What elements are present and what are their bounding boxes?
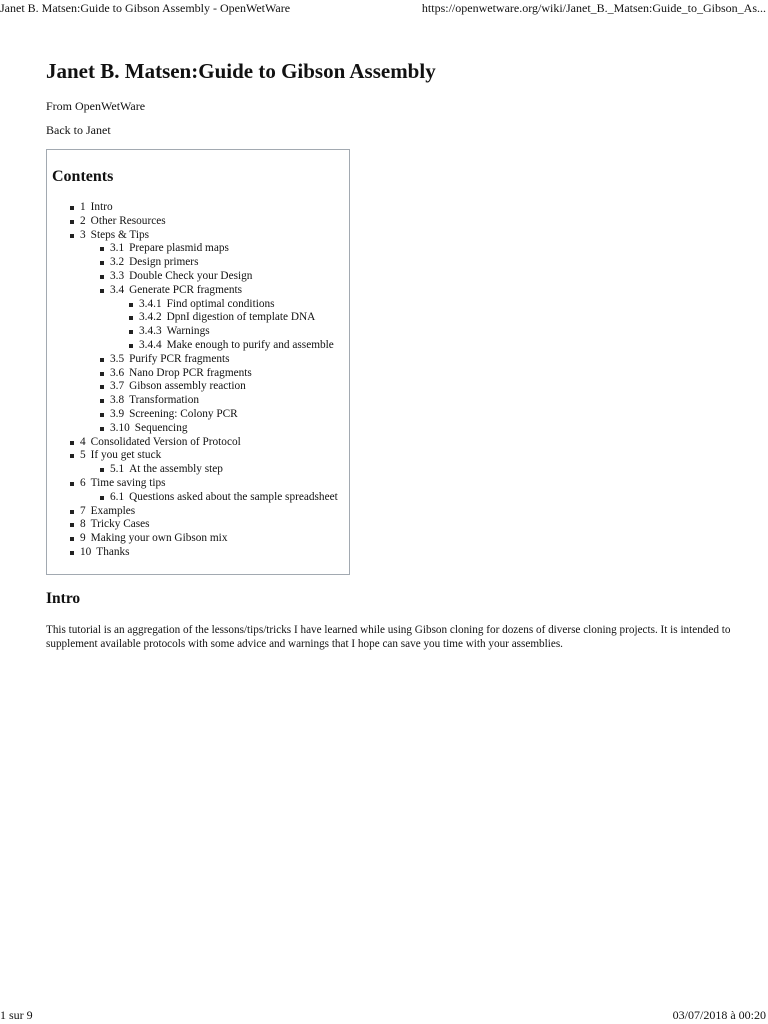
- toc-text: Purify PCR fragments: [129, 352, 230, 365]
- toc-text: If you get stuck: [90, 449, 162, 462]
- toc-number: 3.1: [110, 242, 125, 255]
- toc-text: Other Resources: [90, 214, 166, 227]
- toc-text: Find optimal conditions: [166, 297, 275, 310]
- toc-text: Intro: [90, 201, 113, 213]
- print-header-url: https://openwetware.org/wiki/Janet_B._Matsen:Guide_to_Gibson_As...: [421, 1, 766, 15]
- toc-number: 3.7: [110, 380, 125, 393]
- toc-link[interactable]: [110, 380, 246, 394]
- toc-number: 9: [80, 532, 86, 545]
- toc-number: 3.4.3: [139, 325, 162, 338]
- toc-link[interactable]: [80, 518, 150, 532]
- print-header-title: Janet B. Matsen:Guide to Gibson Assembly - OpenWetWare: [0, 1, 291, 15]
- toc-number: 5.1: [110, 463, 125, 476]
- toc-text: Time saving tips: [90, 476, 166, 489]
- toc-number: 10: [80, 545, 92, 558]
- bullet-icon: [70, 537, 74, 541]
- toc-text: DpnI digestion of template DNA: [166, 311, 316, 324]
- bullet-icon: [100, 275, 104, 279]
- bullet-icon: [70, 234, 74, 238]
- bullet-icon: [100, 468, 104, 472]
- toc-link[interactable]: [139, 298, 275, 312]
- toc-number: 3.2: [110, 256, 125, 269]
- toc-text: Screening: Colony PCR: [129, 407, 238, 420]
- toc-text: Transformation: [129, 394, 199, 407]
- toc-link[interactable]: [80, 229, 149, 243]
- toc-link[interactable]: [110, 242, 229, 256]
- print-footer-datetime: 03/07/2018 à 00:20: [672, 1008, 766, 1022]
- bullet-icon: [100, 399, 104, 403]
- toc-text: Warnings: [166, 325, 210, 338]
- toc-text: At the assembly step: [129, 463, 223, 476]
- bullet-icon: [100, 385, 104, 389]
- toc-number: 3.4.1: [139, 297, 162, 310]
- toc-number: 3.9: [110, 407, 125, 420]
- toc-link[interactable]: [139, 339, 334, 353]
- toc-link[interactable]: [80, 532, 227, 546]
- toc-text: Make enough to purify and assemble: [166, 338, 334, 351]
- toc-title: Contents: [52, 168, 114, 185]
- toc-number: 6.1: [110, 490, 125, 503]
- bullet-icon: [70, 454, 74, 458]
- toc-number: 3: [80, 228, 86, 241]
- toc-link[interactable]: [80, 505, 135, 519]
- toc-link[interactable]: [80, 477, 166, 491]
- toc-text: Making your own Gibson mix: [90, 532, 228, 545]
- from-source-line: From OpenWetWare: [46, 99, 146, 113]
- toc-number: 3.4.4: [139, 338, 162, 351]
- toc-number: 4: [80, 435, 86, 448]
- bullet-icon: [129, 303, 133, 307]
- toc-number: 1: [80, 201, 86, 213]
- toc-number: 3.10: [110, 421, 130, 434]
- toc-link[interactable]: [110, 256, 198, 270]
- toc-link[interactable]: [110, 284, 242, 298]
- toc-link[interactable]: [139, 311, 315, 325]
- bullet-icon: [100, 358, 104, 362]
- toc-number: 3.4.2: [139, 311, 162, 324]
- toc-number: 3.4: [110, 283, 125, 296]
- bullet-icon: [129, 330, 133, 334]
- toc-number: 7: [80, 504, 86, 517]
- toc-text: Sequencing: [134, 421, 188, 434]
- toc-number: 3.8: [110, 394, 125, 407]
- toc-link[interactable]: [110, 491, 338, 505]
- toc-text: Questions asked about the sample spreadsheet: [129, 490, 338, 503]
- intro-heading: Intro: [46, 590, 81, 607]
- bullet-icon: [129, 344, 133, 348]
- bullet-icon: [129, 316, 133, 320]
- toc-text: Steps & Tips: [90, 228, 150, 241]
- toc-number: 8: [80, 518, 86, 531]
- toc-link[interactable]: [80, 201, 113, 215]
- bullet-icon: [70, 551, 74, 555]
- toc-number: 3.6: [110, 366, 125, 379]
- toc-number: 5: [80, 449, 86, 462]
- intro-paragraph: This tutorial is an aggregation of the lessons/tips/tricks I have learned while using Gibson cloning for dozens of diverse cloning projects. It is intended to supplement available protocols with some advice and warnings that I hope can save you time with your assemblies.: [46, 624, 731, 650]
- toc-text: Tricky Cases: [90, 518, 150, 531]
- toc-link[interactable]: [110, 353, 230, 367]
- toc-text: Gibson assembly reaction: [129, 380, 246, 393]
- bullet-icon: [100, 289, 104, 293]
- toc-text: Nano Drop PCR fragments: [129, 366, 252, 379]
- toc-link[interactable]: [80, 215, 166, 229]
- bullet-icon: [70, 206, 74, 210]
- bullet-icon: [70, 523, 74, 527]
- toc-link[interactable]: [80, 546, 130, 560]
- print-footer-page-count: 1 sur 9: [0, 1008, 33, 1022]
- toc-link[interactable]: [110, 394, 199, 408]
- bullet-icon: [100, 427, 104, 431]
- toc-text: Prepare plasmid maps: [129, 242, 229, 255]
- toc-link[interactable]: [80, 449, 161, 463]
- bullet-icon: [100, 261, 104, 265]
- toc-link[interactable]: [110, 270, 252, 284]
- bullet-icon: [70, 510, 74, 514]
- toc-number: 2: [80, 214, 86, 227]
- toc-link[interactable]: [139, 325, 210, 339]
- bullet-icon: [100, 496, 104, 500]
- page-title: Janet B. Matsen:Guide to Gibson Assembly: [46, 59, 436, 83]
- bullet-icon: [100, 247, 104, 251]
- bullet-icon: [70, 482, 74, 486]
- bullet-icon: [100, 372, 104, 376]
- toc-text: Design primers: [129, 256, 199, 269]
- toc-link[interactable]: [110, 408, 238, 422]
- toc-text: Examples: [90, 504, 136, 517]
- toc-text: Thanks: [96, 545, 130, 558]
- bullet-icon: [100, 413, 104, 417]
- toc-text: Generate PCR fragments: [129, 283, 243, 296]
- toc-number: 6: [80, 476, 86, 489]
- bullet-icon: [70, 441, 74, 445]
- toc-text: Consolidated Version of Protocol: [90, 435, 241, 448]
- back-to-janet-link[interactable]: Back to Janet: [46, 123, 111, 137]
- bullet-icon: [70, 220, 74, 224]
- table-of-contents: [46, 149, 350, 575]
- toc-number: 3.3: [110, 269, 125, 282]
- toc-link[interactable]: [110, 367, 252, 381]
- toc-link[interactable]: [80, 436, 241, 450]
- toc-number: 3.5: [110, 352, 125, 365]
- toc-text: Double Check your Design: [129, 269, 253, 282]
- toc-link[interactable]: [110, 422, 188, 436]
- toc-link[interactable]: [110, 463, 223, 477]
